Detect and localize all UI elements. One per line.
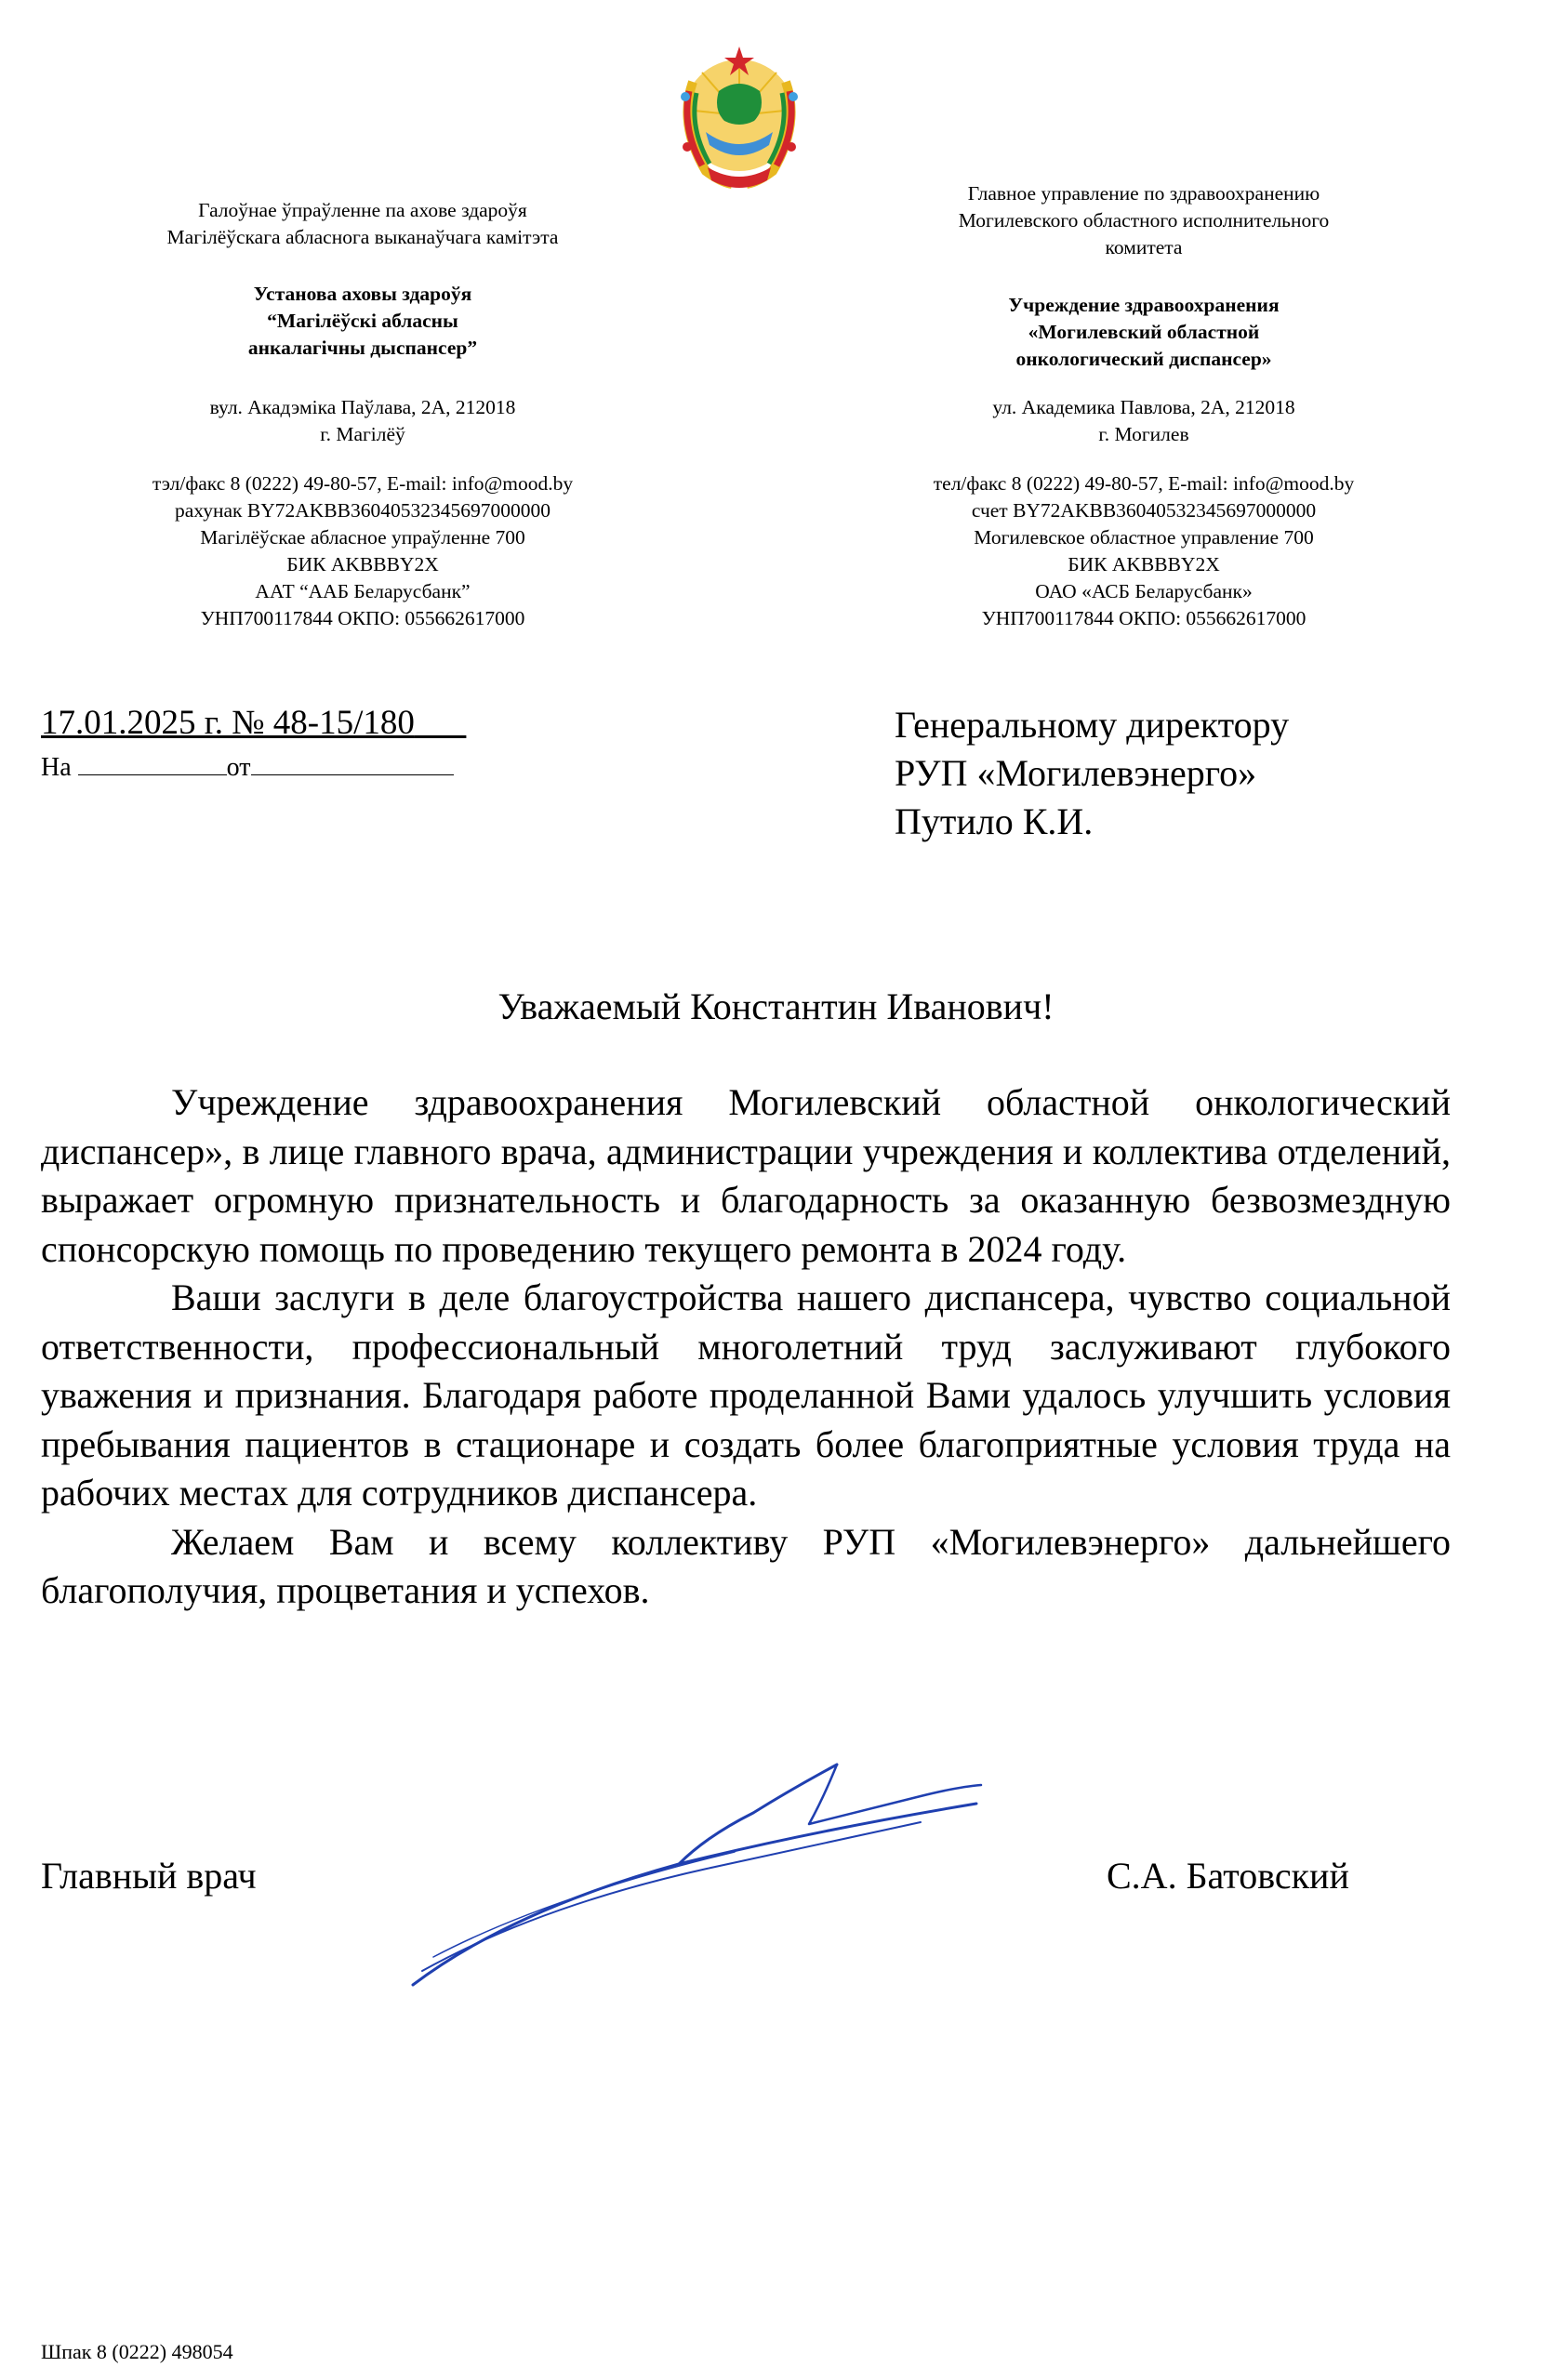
greeting: Уважаемый Константин Иванович! xyxy=(497,985,1055,1027)
reply-from: от xyxy=(226,753,251,782)
header-right-org-line3: онкологический диспансер» xyxy=(1015,348,1272,370)
signatory-title: Главный врач xyxy=(41,1855,257,1897)
header-right-contacts-line2: счет BY72AKBB36040532345697000000 xyxy=(971,499,1317,522)
header-left-contacts-line6: УНП700117844 ОКПО: 055662617000 xyxy=(200,607,525,629)
executor-contact: Шпак 8 (0222) 498054 xyxy=(41,2340,233,2363)
header-right-ministry-line3: комитета xyxy=(1105,236,1183,258)
header-right-contacts xyxy=(818,470,1469,632)
body-paragraph-1: Учреждение здравоохранения Могилевский областной онкологический диспансер», в лице главного врача, администрации учреждения и коллектива отделений, выражает огромную признательность и благодарность за оказанную безвозмездную спонсорскую помощь по проведению текущего ремонта в 2024 году. xyxy=(41,1081,1451,1270)
reply-date-blank xyxy=(251,752,454,775)
header-right-contacts-line4: БИК AKBBBY2X xyxy=(1068,553,1220,575)
header-right-org-line2: «Могилевский областной xyxy=(1028,321,1260,343)
registration-number xyxy=(41,703,466,744)
addressee xyxy=(895,701,1289,846)
header-left-org-line1: Установа аховы здароўя xyxy=(253,283,472,305)
addressee-line2: РУП «Могилевэнерго» xyxy=(895,752,1257,794)
header-left-contacts-line2: рахунак BY72AKBB36040532345697000000 xyxy=(175,499,550,522)
header-left-contacts-line5: ААТ “ААБ Беларусбанк” xyxy=(255,580,471,602)
header-right-address-line1: ул. Академика Павлова, 2А, 212018 xyxy=(992,396,1295,418)
header-right-ministry-line2: Могилевского областного исполнительного xyxy=(958,209,1330,231)
reply-prefix: На xyxy=(41,753,72,782)
header-left-contacts-line1: тэл/факс 8 (0222) 49-80-57, E-mail: info@mood.by xyxy=(152,472,574,495)
header-right-contacts-line3: Могилевское областное управление 700 xyxy=(974,526,1314,549)
registration-date-number: 17.01.2025 г. № 48-15/180 xyxy=(41,704,415,742)
letter-body xyxy=(41,1078,1451,1616)
signatory-name: С.А. Батовский xyxy=(1107,1855,1349,1897)
header-left-contacts xyxy=(37,470,688,632)
reply-number-blank xyxy=(78,752,227,775)
body-paragraph-2: Ваши заслуги в деле благоустройства нашего диспансера, чувство социальной ответственности, профессиональный многолетний труд заслуживают глубокого уважения и признания. Благодаря работе проделанной Вами удалось улучшить условия пребывания пациентов в стационаре и создать более благоприятные условия труда на рабочих местах для сотрудников диспансера. xyxy=(41,1276,1451,1514)
header-right-ministry-line1: Главное управление по здравоохранению xyxy=(967,182,1320,205)
header-left-ministry-line1: Галоўнае ўпраўленне па ахове здароўя xyxy=(198,199,527,221)
header-right-organization xyxy=(818,292,1469,373)
belarus-coat-of-arms-icon xyxy=(665,35,814,193)
header-left-address-line1: вул. Акадэміка Паўлава, 2А, 212018 xyxy=(209,396,516,418)
header-left-contacts-line4: БИК AKBBBY2X xyxy=(286,553,439,575)
header-left-org-line3: анкалагічны дыспансер” xyxy=(247,337,478,359)
header-left-ministry-line2: Магілёўскага абласнога выканаўчага камітэта xyxy=(166,226,559,248)
body-paragraph-3: Желаем Вам и всему коллективу РУП «Могилевэнерго» дальнейшего благополучия, процветания и успехов. xyxy=(41,1520,1451,1611)
addressee-line1: Генеральному директору xyxy=(895,704,1290,746)
header-right-org-line1: Учреждение здравоохранения xyxy=(1008,294,1280,316)
header-right-contacts-line1: тел/факс 8 (0222) 49-80-57, E-mail: info@mood.by xyxy=(933,472,1355,495)
header-left-organization xyxy=(37,281,688,362)
header-left-contacts-line3: Магілёўскае абласное упраўленне 700 xyxy=(200,526,525,549)
header-right-contacts-line6: УНП700117844 ОКПО: 055662617000 xyxy=(981,607,1307,629)
header-left-ministry xyxy=(37,197,688,251)
header-left-address-line2: г. Магілёў xyxy=(320,423,405,445)
header-right-address xyxy=(818,394,1469,448)
header-right-contacts-line5: ОАО «АСБ Беларусбанк» xyxy=(1035,580,1253,602)
header-right-ministry xyxy=(818,180,1469,261)
header-left-org-line2: “Магілёўскі абласны xyxy=(267,310,458,332)
registration-underline-tail xyxy=(415,704,467,742)
reply-reference xyxy=(41,751,454,785)
header-right-address-line2: г. Могилев xyxy=(1098,423,1189,445)
header-left-address xyxy=(37,394,688,448)
addressee-line3: Путило К.И. xyxy=(895,800,1094,842)
handwritten-signature xyxy=(400,1748,995,1999)
